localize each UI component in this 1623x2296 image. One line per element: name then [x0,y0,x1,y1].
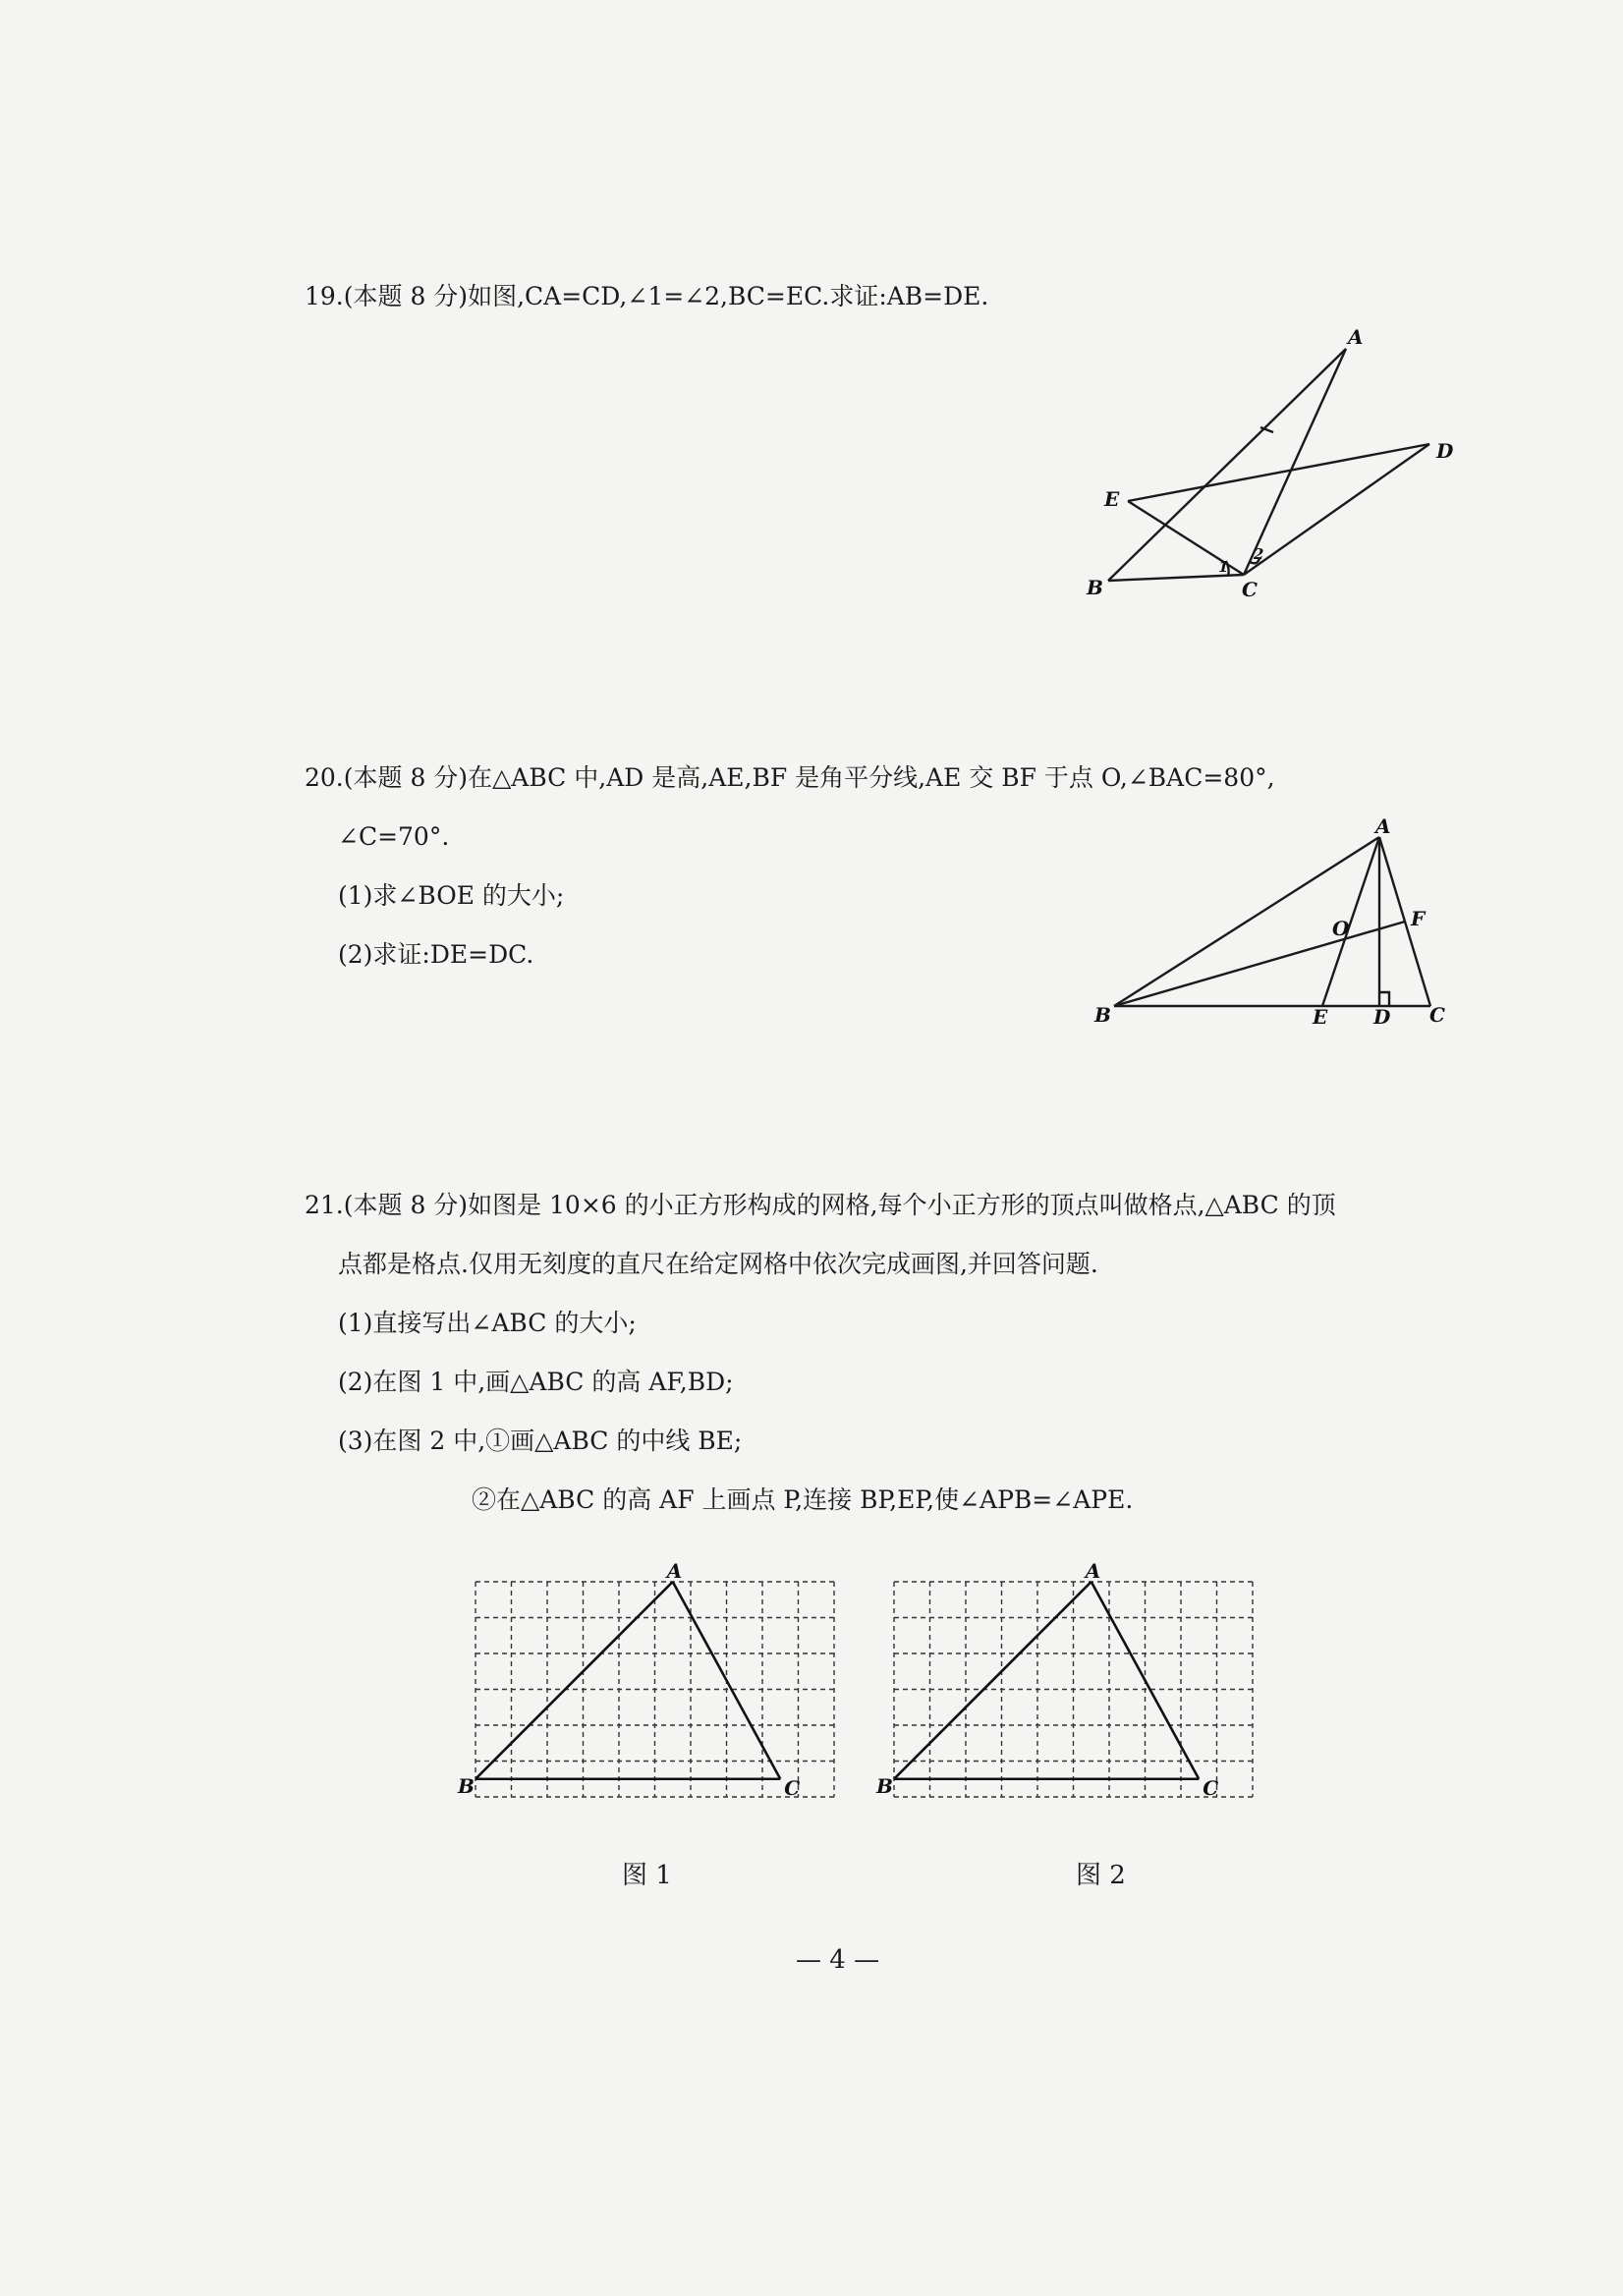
segment-ab [476,1582,673,1779]
label-b: B [876,1773,893,1798]
label-a: A [1348,325,1364,349]
segment-ed [1128,444,1429,501]
grid-lines [476,1582,834,1797]
grid-figure-2-caption: 图 2 [1076,1861,1126,1890]
label-c: C [1242,578,1258,601]
triangle-labels [875,1559,1218,1800]
question-20-stem-line1: 20.(本题 8 分)在△ABC 中,AD 是高,AE,BF 是角平分线,AE 交 BF 于点 O,∠BAC=80°, [305,763,1275,792]
question-20-part1: (1)求∠BOE 的大小; [338,881,565,910]
segment-a-to-b [1108,349,1346,581]
grid-lines [894,1582,1253,1797]
triangle-abc [476,1582,780,1779]
grid-figure-1 [452,1559,865,1820]
label-f: F [1411,907,1426,930]
label-a: A [1085,1559,1101,1583]
label-c: C [1429,1003,1445,1027]
question-21-stem-line2: 点都是格点.仅用无刻度的直尺在给定网格中依次完成画图,并回答问题. [338,1250,1098,1278]
question-21-part1: (1)直接写出∠ABC 的大小; [338,1309,637,1337]
label-b: B [1094,1003,1111,1027]
triangle-labels [457,1559,800,1800]
label-d: D [1373,1005,1391,1029]
grid-figure-2 [870,1559,1283,1820]
page-number: — 4 — [796,1945,880,1975]
label-o: O [1332,917,1350,940]
segment-ab [894,1582,1091,1779]
label-angle-2: 2 [1254,545,1264,563]
bisector-ae [1322,837,1379,1006]
label-angle-1: 1 [1218,558,1229,576]
label-b: B [458,1773,475,1798]
label-d: D [1436,439,1454,463]
triangle-abc [894,1582,1199,1779]
label-e: E [1104,487,1120,511]
bisector-bf [1114,922,1405,1006]
question-20-part2: (2)求证:DE=DC. [338,940,534,969]
question-21-part2: (2)在图 1 中,画△ABC 的高 AF,BD; [338,1368,734,1396]
segment-cd [1244,444,1429,575]
question-21-part3: (3)在图 2 中,①画△ABC 的中线 BE; [338,1427,743,1455]
label-a: A [666,1559,683,1583]
grid-figure-1-caption: 图 1 [622,1861,672,1890]
label-c: C [784,1775,801,1800]
question-19-stem: 19.(本题 8 分)如图,CA=CD,∠1=∠2,BC=EC.求证:AB=DE. [305,282,989,310]
right-angle-mark [1379,992,1389,1006]
label-a: A [1375,814,1391,838]
question-21-stem-line1: 21.(本题 8 分)如图是 10×6 的小正方形构成的网格,每个小正方形的顶点叫做格点,△ABC 的顶 [305,1191,1336,1219]
label-e: E [1313,1005,1328,1029]
question-21-part3-sub2: ②在△ABC 的高 AF 上画点 P,连接 BP,EP,使∠APB=∠APE. [472,1485,1134,1514]
label-b: B [1087,576,1103,599]
question-20-stem-line2: ∠C=70°. [338,822,450,851]
figure-q20 [0,806,1623,1100]
label-c: C [1203,1775,1219,1800]
